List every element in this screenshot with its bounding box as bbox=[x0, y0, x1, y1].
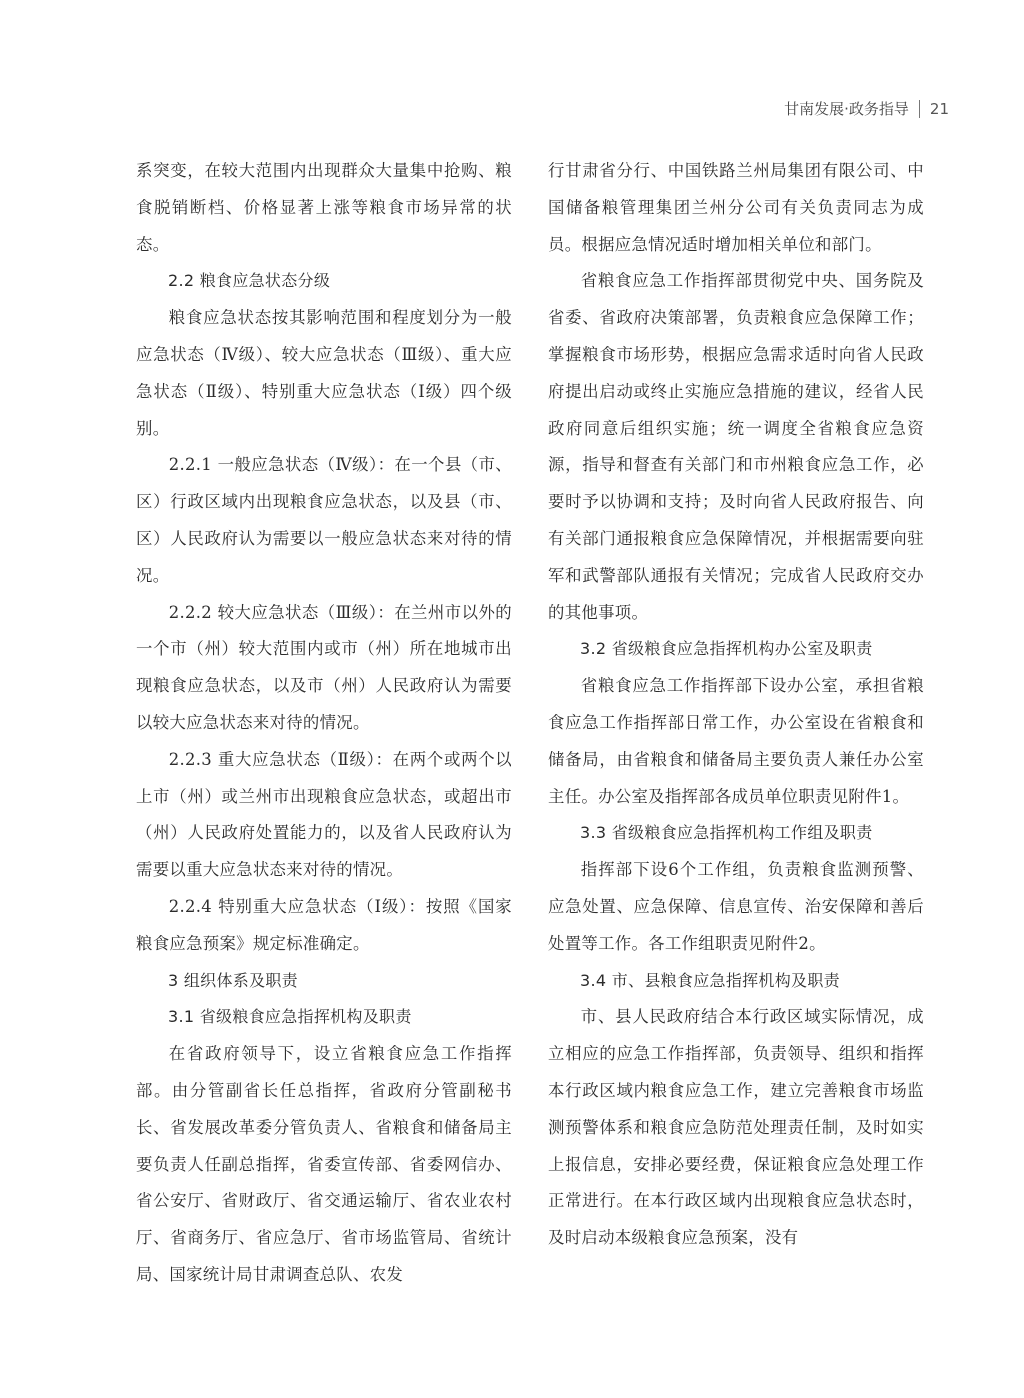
page-number: 21 bbox=[929, 99, 949, 118]
paragraph: 市、县人民政府结合本行政区域实际情况，成立相应的应急工作指挥部，负责领导、组织和指挥本行政区域内粮食应急工作，建立完善粮食市场监测预警体系和粮食应急防范处理责任制，及时如实上报信息，安排必要经费，保证粮食应急处理工作正常进行。在本行政区域内出现粮食应急状态时，及时启动本级粮食应急预案，没有 bbox=[548, 1007, 924, 1248]
paragraph: 2.2.4 特别重大应急状态（Ⅰ级）：按照《国家粮食应急预案》规定标准确定。 bbox=[136, 896, 512, 953]
section-heading: 2.2 粮食应急状态分级 bbox=[168, 271, 331, 291]
left-column bbox=[136, 153, 512, 1294]
paragraph: 省粮食应急工作指挥部下设办公室，承担省粮食应急工作指挥部日常工作，办公室设在省粮食和储备局，由省粮食和储备局主要负责人兼任办公室主任。办公室及指挥部各成员单位职责见附件1。 bbox=[548, 676, 924, 806]
running-header bbox=[784, 98, 949, 119]
paragraph: 指挥部下设6个工作组，负责粮食监测预警、应急处置、应急保障、信息宣传、治安保障和善后处置等工作。各工作组职责见附件2。 bbox=[548, 860, 924, 953]
paragraph: 省粮食应急工作指挥部贯彻党中央、国务院及省委、省政府决策部署，负责粮食应急保障工作；掌握粮食市场形势，根据应急需求适时向省人民政府提出启动或终止实施应急措施的建议，经省人民政府同意后组织实施；统一调度全省粮食应急资源，指导和督查有关部门和市州粮食应急工作，必要时予以协调和支持；及时向省人民政府报告、向有关部门通报粮食应急保障情况，并根据需要向驻军和武警部队通报有关情况；完成省人民政府交办的其他事项。 bbox=[548, 271, 924, 622]
header-title: 甘南发展·政务指导 bbox=[784, 100, 909, 118]
paragraph: 2.2.1 一般应急状态（Ⅳ级）：在一个县（市、区）行政区域内出现粮食应急状态，以及县（市、区）人民政府认为需要以一般应急状态来对待的情况。 bbox=[136, 455, 512, 585]
section-heading: 3.1 省级粮食应急指挥机构及职责 bbox=[168, 1007, 412, 1027]
paragraph: 粮食应急状态按其影响范围和程度划分为一般应急状态（Ⅳ级）、较大应急状态（Ⅲ级）、重大应急状态（Ⅱ级）、特别重大应急状态（Ⅰ级）四个级别。 bbox=[136, 308, 512, 438]
section-heading: 3.4 市、县粮食应急指挥机构及职责 bbox=[580, 970, 840, 990]
paragraph: 2.2.2 较大应急状态（Ⅲ级）：在兰州市以外的一个市（州）较大范围内或市（州）所在地城市出现粮食应急状态，以及市（州）人民政府认为需要以较大应急状态来对待的情况。 bbox=[136, 602, 512, 732]
paragraph-continued: 系突变，在较大范围内出现群众大量集中抢购、粮食脱销断档、价格显著上涨等粮食市场异常的状态。 bbox=[136, 161, 512, 254]
section-heading: 3.2 省级粮食应急指挥机构办公室及职责 bbox=[580, 639, 873, 659]
section-heading: 3.3 省级粮食应急指挥机构工作组及职责 bbox=[580, 823, 873, 843]
paragraph-continued: 行甘肃省分行、中国铁路兰州局集团有限公司、中国储备粮管理集团兰州分公司有关负责同志为成员。根据应急情况适时增加相关单位和部门。 bbox=[548, 161, 924, 254]
header-divider bbox=[919, 100, 920, 118]
right-column bbox=[548, 153, 924, 1257]
paragraph: 2.2.3 重大应急状态（Ⅱ级）：在两个或两个以上市（州）或兰州市出现粮食应急状态，或超出市（州）人民政府处置能力的，以及省人民政府认为需要以重大应急状态来对待的情况。 bbox=[136, 749, 512, 880]
section-heading: 3 组织体系及职责 bbox=[168, 970, 298, 990]
paragraph: 在省政府领导下，设立省粮食应急工作指挥部。由分管副省长任总指挥，省政府分管副秘书长、省发展改革委分管负责人、省粮食和储备局主要负责人任副总指挥，省委宣传部、省委网信办、省公安厅、省财政厅、省交通运输厅、省农业农村厅、省商务厅、省应急厅、省市场监管局、省统计局、国家统计局甘肃调查总队、农发 bbox=[136, 1044, 512, 1284]
